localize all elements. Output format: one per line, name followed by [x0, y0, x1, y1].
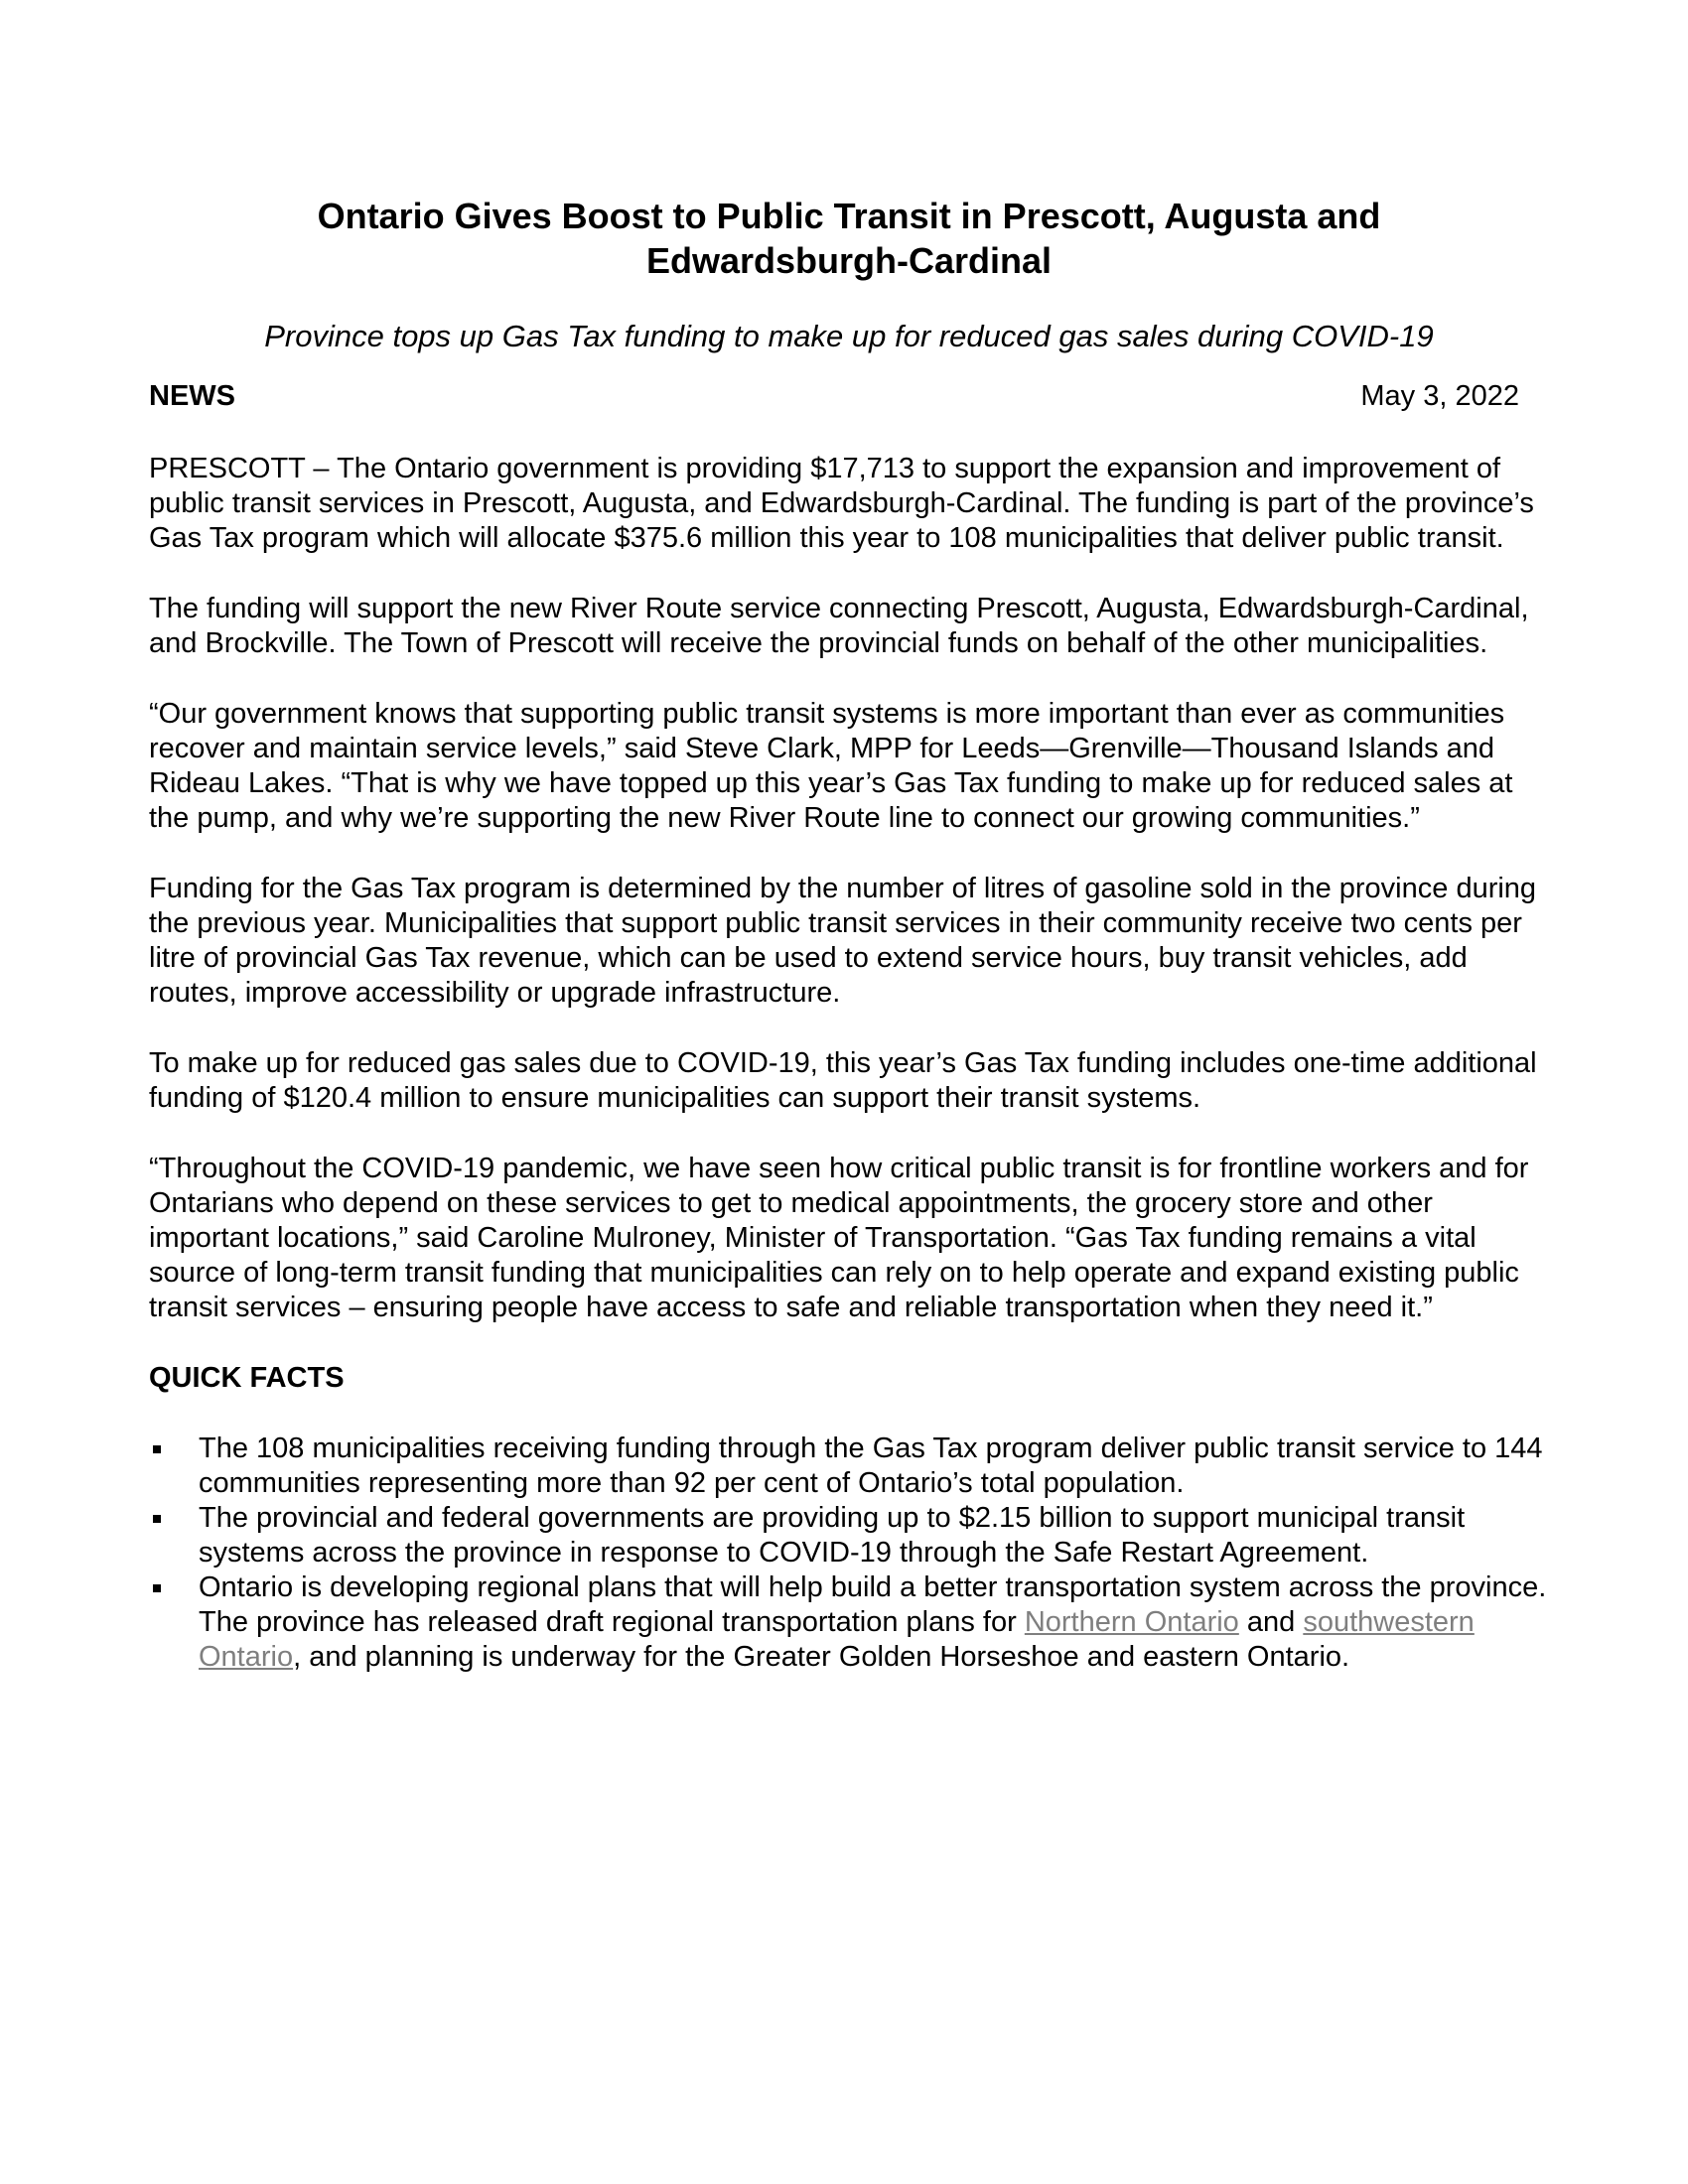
paragraph-program-funding: Funding for the Gas Tax program is determined by the number of litres of gasoline sold in the province during the previous year. Municipalities that support public transit services in their community receive two cents per litre of provincial Gas Tax revenue, which can be used to extend service hours, buy transit vehicles, add routes, improve accessibility or upgrade infrastructure.: [149, 873, 1537, 1009]
fact-text: The 108 municipalities receiving funding through the Gas Tax program deliver public transit service to 144 communities representing more than 92 per cent of Ontario’s total population.: [199, 1433, 1543, 1499]
fact-text-middle: and: [1238, 1606, 1304, 1638]
fact-text-before: Ontario is developing regional plans that will help build a better transportation system across the province. The province has released draft regional transportation plans for: [199, 1571, 1547, 1638]
list-item: [149, 1501, 1549, 1570]
news-header-row: [149, 378, 1549, 414]
list-item: [149, 1570, 1549, 1675]
release-date: May 3, 2022: [1360, 380, 1519, 412]
paragraph-covid-topup: To make up for reduced gas sales due to COVID-19, this year’s Gas Tax funding includes one-time additional funding of $120.4 million to ensure municipalities can support their transit systems.: [149, 1047, 1537, 1114]
fact-text-after: , and planning is underway for the Greater Golden Horseshoe and eastern Ontario.: [293, 1641, 1350, 1673]
bullet-square-icon: [153, 1584, 161, 1592]
quick-facts-list: [149, 1432, 1549, 1675]
quick-facts-heading: QUICK FACTS: [149, 1362, 345, 1394]
bullet-square-icon: [153, 1515, 161, 1523]
list-item: [149, 1432, 1549, 1501]
page-title: [149, 194, 1549, 283]
southwestern-ontario-link[interactable]: southwestern Ontario: [199, 1606, 1475, 1673]
paragraph-river-route: The funding will support the new River Route service connecting Prescott, Augusta, Edwardsburgh-Cardinal, and Brockville. The Town of Prescott will receive the provincial funds on behalf of the other municipalities.: [149, 593, 1529, 659]
title-line-2: Edwardsburgh-Cardinal: [645, 240, 1053, 281]
page-subtitle: Province tops up Gas Tax funding to make up for reduced gas sales during COVID-19: [264, 319, 1434, 353]
fact-text: The provincial and federal governments are providing up to $2.15 billion to support municipal transit systems across the province in response to COVID-19 through the Safe Restart Agreement.: [199, 1502, 1466, 1569]
paragraph-mulroney-quote: “Throughout the COVID-19 pandemic, we have seen how critical public transit is for frontline workers and for Ontarians who depend on these services to get to medical appointments, the grocery store and other important locations,” said Caroline Mulroney, Minister of Transportation. “Gas Tax funding remains a vital source of long-term transit funding that municipalities can rely on to help operate and expand existing public transit services – ensuring people have access to safe and reliable transportation when they need it.”: [149, 1153, 1529, 1323]
bullet-square-icon: [153, 1445, 161, 1453]
news-label: NEWS: [149, 380, 235, 412]
title-line-1: Ontario Gives Boost to Public Transit in Prescott, Augusta and: [317, 196, 1381, 236]
paragraph-intro: PRESCOTT – The Ontario government is providing $17,713 to support the expansion and improvement of public transit services in Prescott, Augusta, and Edwardsburgh-Cardinal. The funding is part of the province’s Gas Tax program which will allocate $375.6 million this year to 108 municipalities that deliver public transit.: [149, 453, 1534, 554]
document-page: [149, 194, 1549, 1675]
paragraph-clark-quote: “Our government knows that supporting public transit systems is more important than ever as communities recover and maintain service levels,” said Steve Clark, MPP for Leeds—Grenville—Thousand Islands and Rideau Lakes. “That is why we have topped up this year’s Gas Tax funding to make up for reduced sales at the pump, and why we’re supporting the new River Route line to connect our growing communities.”: [149, 698, 1513, 834]
northern-ontario-link[interactable]: Northern Ontario: [1024, 1606, 1239, 1638]
